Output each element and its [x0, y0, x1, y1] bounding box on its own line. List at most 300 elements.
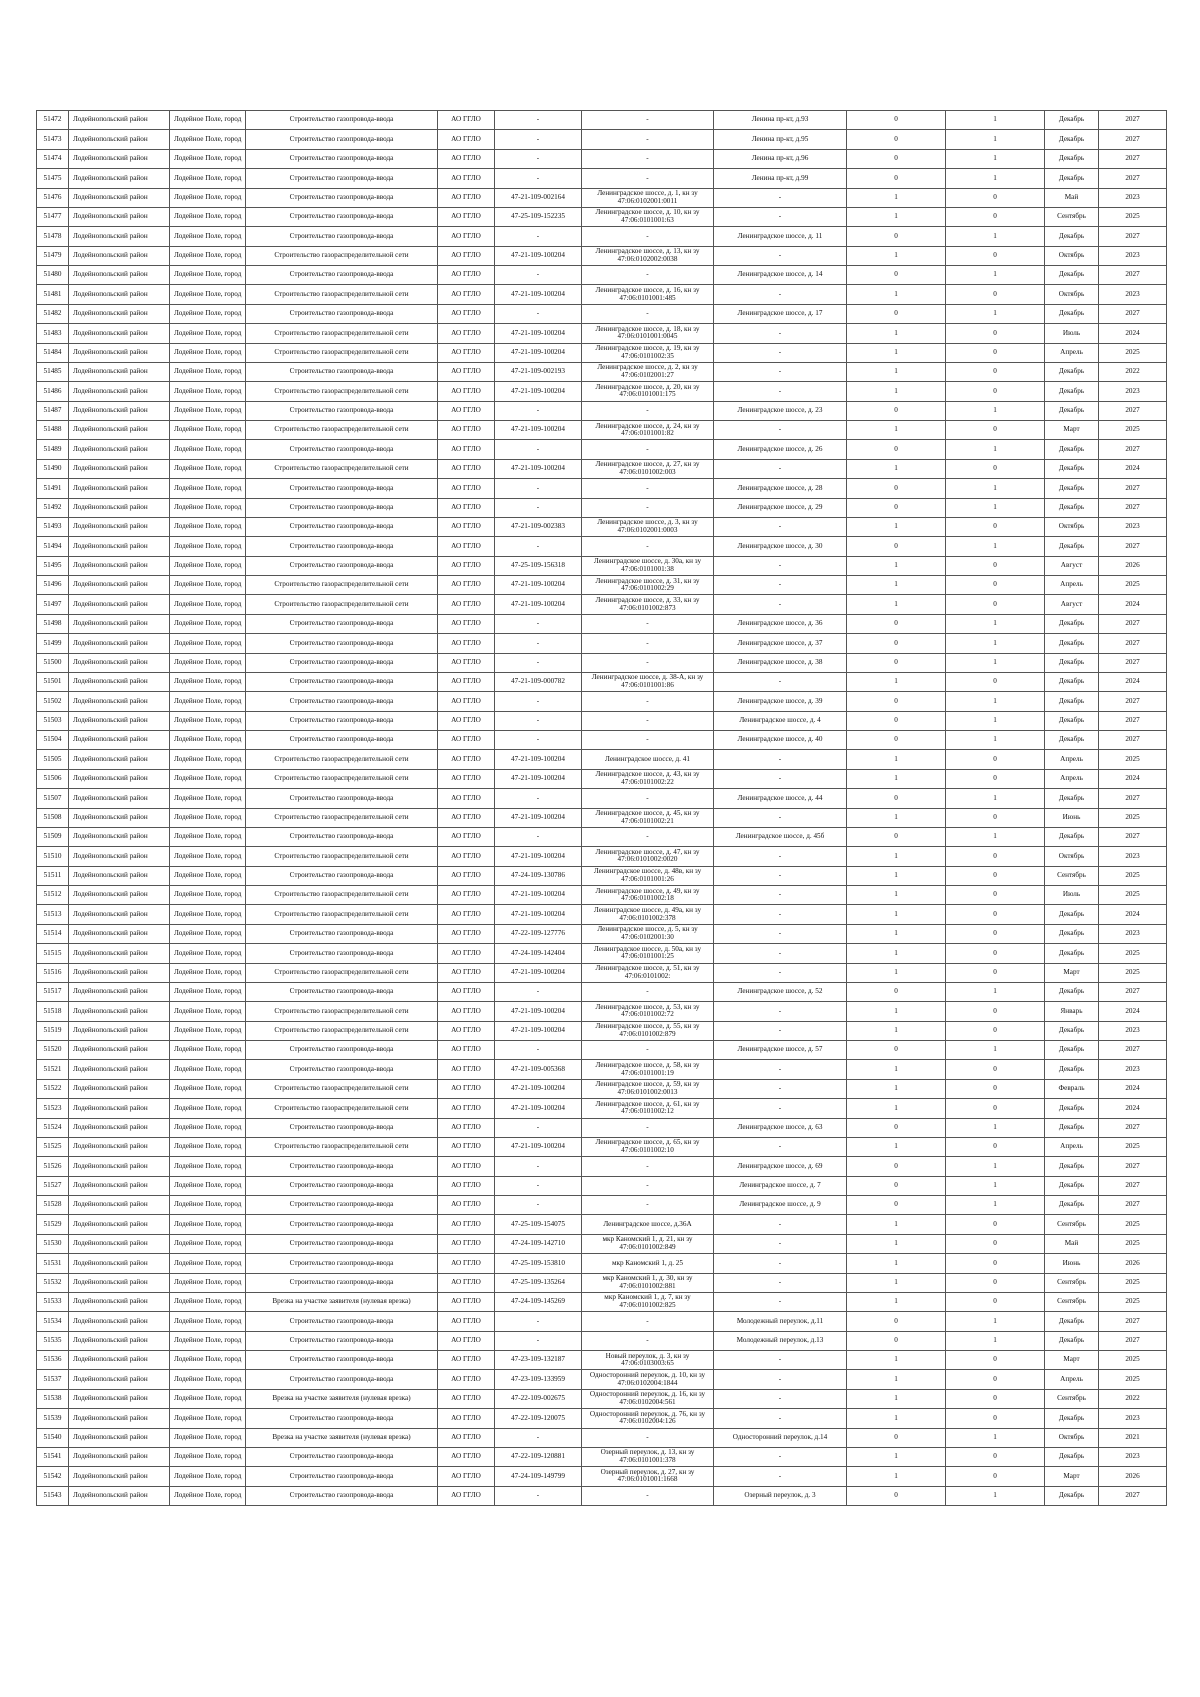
cell-year: 2027 — [1099, 731, 1167, 750]
cell-cadastral-address: - — [582, 789, 714, 808]
cell-flag-b: 0 — [946, 576, 1045, 595]
cell-id: 51516 — [37, 963, 69, 982]
cell-ref: 47-24-109-142710 — [495, 1234, 582, 1253]
cell-district: Лодейнопольский район — [69, 169, 170, 188]
cell-work-type: Строительство газопровода-ввода — [246, 1196, 438, 1215]
cell-cadastral-address: - — [582, 1486, 714, 1505]
cell-ref: 47-21-109-100204 — [495, 808, 582, 827]
cell-org: АО ГГЛО — [438, 750, 495, 769]
cell-settlement: Лодейное Поле, город — [170, 944, 246, 963]
cell-org: АО ГГЛО — [438, 614, 495, 633]
cell-settlement: Лодейное Поле, город — [170, 1002, 246, 1021]
cell-cadastral-address: - — [582, 1428, 714, 1447]
cell-org: АО ГГЛО — [438, 1273, 495, 1292]
cell-year: 2023 — [1099, 1060, 1167, 1079]
cell-id: 51480 — [37, 266, 69, 285]
cell-ref: - — [495, 982, 582, 1001]
cell-cadastral-address: - — [582, 1196, 714, 1215]
cell-district: Лодейнопольский район — [69, 1215, 170, 1234]
cell-street-address: Ленинградское шоссе, д. 38 — [714, 653, 847, 672]
cell-flag-a: 1 — [847, 944, 946, 963]
cell-id: 51531 — [37, 1254, 69, 1273]
cell-month: Сентябрь — [1045, 207, 1099, 226]
cell-cadastral-address: - — [582, 1176, 714, 1195]
cell-month: Сентябрь — [1045, 1292, 1099, 1311]
cell-id: 51533 — [37, 1292, 69, 1311]
table-row — [37, 576, 1167, 595]
cell-org: АО ГГЛО — [438, 479, 495, 498]
table-row — [37, 285, 1167, 304]
cell-year: 2023 — [1099, 246, 1167, 265]
cell-district: Лодейнопольский район — [69, 362, 170, 381]
cell-work-type: Строительство газопровода-ввода — [246, 1060, 438, 1079]
cell-settlement: Лодейное Поле, город — [170, 246, 246, 265]
cell-district: Лодейнопольский район — [69, 847, 170, 866]
cell-flag-a: 0 — [847, 479, 946, 498]
cell-flag-b: 1 — [946, 169, 1045, 188]
cell-year: 2027 — [1099, 634, 1167, 653]
cell-settlement: Лодейное Поле, город — [170, 149, 246, 168]
cell-flag-a: 1 — [847, 1292, 946, 1311]
cell-flag-a: 1 — [847, 1021, 946, 1040]
table-row — [37, 1292, 1167, 1311]
table-row — [37, 1099, 1167, 1118]
cell-org: АО ГГЛО — [438, 1447, 495, 1466]
cell-flag-b: 0 — [946, 421, 1045, 440]
cell-cadastral-address: - — [582, 1157, 714, 1176]
cell-flag-a: 0 — [847, 130, 946, 149]
cell-ref: 47-21-109-100204 — [495, 459, 582, 478]
cell-id: 51504 — [37, 731, 69, 750]
cell-work-type: Строительство газораспределительной сети — [246, 576, 438, 595]
cell-cadastral-address: Ленинградское шоссе, д. 5, кн зу 47:06:0102001:30 — [582, 924, 714, 943]
cell-month: Декабрь — [1045, 944, 1099, 963]
cell-ref: - — [495, 537, 582, 556]
cell-district: Лодейнопольский район — [69, 1002, 170, 1021]
cell-district: Лодейнопольский район — [69, 1254, 170, 1273]
table-row — [37, 1370, 1167, 1389]
cell-flag-a: 0 — [847, 731, 946, 750]
cell-work-type: Строительство газопровода-ввода — [246, 498, 438, 517]
cell-flag-b: 1 — [946, 982, 1045, 1001]
cell-district: Лодейнопольский район — [69, 111, 170, 130]
cell-work-type: Строительство газопровода-ввода — [246, 440, 438, 459]
cell-ref: - — [495, 789, 582, 808]
cell-ref: - — [495, 1176, 582, 1195]
cell-cadastral-address: мкр Каномский 1, д. 30, кн зу 47:06:0101002:881 — [582, 1273, 714, 1292]
cell-year: 2027 — [1099, 692, 1167, 711]
cell-street-address: Ленинградское шоссе, д. 57 — [714, 1041, 847, 1060]
cell-district: Лодейнопольский район — [69, 401, 170, 420]
cell-street-address: - — [714, 421, 847, 440]
cell-flag-b: 1 — [946, 537, 1045, 556]
cell-flag-b: 0 — [946, 1002, 1045, 1021]
cell-work-type: Строительство газопровода-ввода — [246, 924, 438, 943]
cell-ref: 47-21-109-100204 — [495, 595, 582, 614]
cell-district: Лодейнопольский район — [69, 1389, 170, 1408]
cell-street-address: Ленина пр-кт, д.95 — [714, 130, 847, 149]
cell-work-type: Строительство газопровода-ввода — [246, 1273, 438, 1292]
cell-street-address: - — [714, 1389, 847, 1408]
cell-org: АО ГГЛО — [438, 789, 495, 808]
cell-year: 2027 — [1099, 1312, 1167, 1331]
cell-work-type: Строительство газопровода-ввода — [246, 1409, 438, 1428]
cell-year: 2025 — [1099, 576, 1167, 595]
table-row — [37, 517, 1167, 536]
cell-street-address: Ленинградское шоссе, д. 11 — [714, 227, 847, 246]
cell-flag-b: 1 — [946, 711, 1045, 730]
cell-cadastral-address: - — [582, 731, 714, 750]
cell-district: Лодейнопольский район — [69, 1234, 170, 1253]
cell-ref: 47-25-109-153810 — [495, 1254, 582, 1273]
cell-year: 2027 — [1099, 304, 1167, 323]
cell-org: АО ГГЛО — [438, 421, 495, 440]
cell-year: 2026 — [1099, 1254, 1167, 1273]
cell-month: Апрель — [1045, 769, 1099, 788]
cell-flag-b: 1 — [946, 827, 1045, 846]
cell-work-type: Строительство газопровода-ввода — [246, 1234, 438, 1253]
cell-year: 2025 — [1099, 343, 1167, 362]
cell-cadastral-address: - — [582, 1331, 714, 1350]
cell-flag-a: 1 — [847, 672, 946, 691]
cell-org: АО ГГЛО — [438, 130, 495, 149]
cell-month: Декабрь — [1045, 440, 1099, 459]
cell-settlement: Лодейное Поле, город — [170, 1118, 246, 1137]
cell-work-type: Строительство газораспределительной сети — [246, 847, 438, 866]
cell-id: 51494 — [37, 537, 69, 556]
cell-work-type: Строительство газораспределительной сети — [246, 886, 438, 905]
cell-flag-a: 1 — [847, 1370, 946, 1389]
cell-org: АО ГГЛО — [438, 886, 495, 905]
cell-ref: - — [495, 1196, 582, 1215]
cell-id: 51540 — [37, 1428, 69, 1447]
cell-work-type: Строительство газораспределительной сети — [246, 1099, 438, 1118]
cell-settlement: Лодейное Поле, город — [170, 362, 246, 381]
cell-settlement: Лодейное Поле, город — [170, 672, 246, 691]
cell-street-address: - — [714, 750, 847, 769]
cell-flag-b: 0 — [946, 1060, 1045, 1079]
cell-month: Сентябрь — [1045, 1389, 1099, 1408]
cell-month: Сентябрь — [1045, 1215, 1099, 1234]
cell-cadastral-address: мкр Каномский 1, д. 7, кн зу 47:06:0101002:825 — [582, 1292, 714, 1311]
cell-district: Лодейнопольский район — [69, 866, 170, 885]
cell-district: Лодейнопольский район — [69, 692, 170, 711]
cell-flag-b: 0 — [946, 1079, 1045, 1098]
table-row — [37, 343, 1167, 362]
cell-org: АО ГГЛО — [438, 1060, 495, 1079]
cell-flag-b: 1 — [946, 479, 1045, 498]
cell-id: 51493 — [37, 517, 69, 536]
cell-year: 2025 — [1099, 1137, 1167, 1156]
cell-id: 51515 — [37, 944, 69, 963]
cell-flag-a: 0 — [847, 440, 946, 459]
cell-flag-a: 1 — [847, 1060, 946, 1079]
cell-month: Апрель — [1045, 750, 1099, 769]
cell-org: АО ГГЛО — [438, 808, 495, 827]
cell-settlement: Лодейное Поле, город — [170, 266, 246, 285]
cell-street-address: - — [714, 847, 847, 866]
cell-year: 2027 — [1099, 111, 1167, 130]
cell-flag-b: 0 — [946, 1467, 1045, 1486]
cell-work-type: Строительство газопровода-ввода — [246, 653, 438, 672]
table-row — [37, 1331, 1167, 1350]
cell-ref: - — [495, 1118, 582, 1137]
cell-settlement: Лодейное Поле, город — [170, 847, 246, 866]
cell-year: 2023 — [1099, 924, 1167, 943]
cell-flag-a: 1 — [847, 1137, 946, 1156]
cell-org: АО ГГЛО — [438, 246, 495, 265]
cell-settlement: Лодейное Поле, город — [170, 537, 246, 556]
cell-work-type: Строительство газопровода-ввода — [246, 1486, 438, 1505]
cell-flag-a: 1 — [847, 905, 946, 924]
cell-org: АО ГГЛО — [438, 1002, 495, 1021]
cell-cadastral-address: - — [582, 304, 714, 323]
cell-ref: 47-23-109-132187 — [495, 1351, 582, 1370]
cell-id: 51527 — [37, 1176, 69, 1195]
cell-ref: - — [495, 111, 582, 130]
cell-street-address: - — [714, 1447, 847, 1466]
cell-flag-b: 0 — [946, 944, 1045, 963]
cell-year: 2027 — [1099, 537, 1167, 556]
cell-settlement: Лодейное Поле, город — [170, 1041, 246, 1060]
cell-settlement: Лодейное Поле, город — [170, 1196, 246, 1215]
cell-district: Лодейнопольский район — [69, 1041, 170, 1060]
cell-district: Лодейнопольский район — [69, 188, 170, 207]
cell-work-type: Строительство газораспределительной сети — [246, 769, 438, 788]
cell-cadastral-address: Ленинградское шоссе, д. 49, кн зу 47:06:0101002:18 — [582, 886, 714, 905]
cell-settlement: Лодейное Поле, город — [170, 1060, 246, 1079]
cell-district: Лодейнопольский район — [69, 421, 170, 440]
cell-district: Лодейнопольский район — [69, 1157, 170, 1176]
cell-org: АО ГГЛО — [438, 1079, 495, 1098]
cell-district: Лодейнопольский район — [69, 556, 170, 575]
cell-year: 2025 — [1099, 866, 1167, 885]
cell-id: 51500 — [37, 653, 69, 672]
cell-work-type: Строительство газопровода-ввода — [246, 227, 438, 246]
cell-street-address: - — [714, 343, 847, 362]
cell-org: АО ГГЛО — [438, 111, 495, 130]
cell-flag-a: 0 — [847, 537, 946, 556]
cell-cadastral-address: Односторонний переулок, д. 10, кн зу 47:06:0102004:1844 — [582, 1370, 714, 1389]
cell-ref: 47-21-109-000782 — [495, 672, 582, 691]
cell-district: Лодейнопольский район — [69, 1060, 170, 1079]
cell-street-address: Ленинградское шоссе, д. 26 — [714, 440, 847, 459]
cell-id: 51489 — [37, 440, 69, 459]
cell-month: Декабрь — [1045, 479, 1099, 498]
cell-work-type: Строительство газораспределительной сети — [246, 459, 438, 478]
cell-cadastral-address: Ленинградское шоссе, д. 24, кн зу 47:06:0101001:82 — [582, 421, 714, 440]
cell-work-type: Строительство газопровода-ввода — [246, 634, 438, 653]
cell-street-address: Ленинградское шоссе, д. 63 — [714, 1118, 847, 1137]
cell-ref: 47-21-109-100204 — [495, 1002, 582, 1021]
table-row — [37, 614, 1167, 633]
cell-flag-b: 1 — [946, 1486, 1045, 1505]
cell-flag-a: 1 — [847, 963, 946, 982]
cell-year: 2022 — [1099, 1389, 1167, 1408]
cell-flag-b: 1 — [946, 1176, 1045, 1195]
cell-cadastral-address: Ленинградское шоссе, д. 1, кн зу 47:06:0102001:0011 — [582, 188, 714, 207]
cell-flag-a: 1 — [847, 246, 946, 265]
cell-ref: 47-21-109-100204 — [495, 324, 582, 343]
cell-cadastral-address: Ленинградское шоссе, д. 58, кн зу 47:06:0101001:19 — [582, 1060, 714, 1079]
cell-month: Апрель — [1045, 576, 1099, 595]
cell-work-type: Строительство газопровода-ввода — [246, 1041, 438, 1060]
cell-street-address: Ленинградское шоссе, д. 14 — [714, 266, 847, 285]
cell-year: 2027 — [1099, 401, 1167, 420]
cell-flag-a: 1 — [847, 1099, 946, 1118]
cell-flag-a: 0 — [847, 711, 946, 730]
cell-id: 51511 — [37, 866, 69, 885]
cell-street-address: Ленинградское шоссе, д. 28 — [714, 479, 847, 498]
cell-year: 2027 — [1099, 149, 1167, 168]
cell-district: Лодейнопольский район — [69, 614, 170, 633]
cell-id: 51530 — [37, 1234, 69, 1253]
cell-work-type: Строительство газораспределительной сети — [246, 246, 438, 265]
cell-street-address: - — [714, 1234, 847, 1253]
cell-cadastral-address: - — [582, 401, 714, 420]
cell-flag-a: 1 — [847, 1079, 946, 1098]
cell-cadastral-address: Ленинградское шоссе, д. 53, кн зу 47:06:0101002:72 — [582, 1002, 714, 1021]
cell-flag-b: 0 — [946, 1021, 1045, 1040]
table-row — [37, 1428, 1167, 1447]
cell-month: Декабрь — [1045, 924, 1099, 943]
cell-ref: - — [495, 1157, 582, 1176]
cell-id: 51519 — [37, 1021, 69, 1040]
cell-month: Декабрь — [1045, 459, 1099, 478]
cell-cadastral-address: Ленинградское шоссе, д. 38-А, кн зу 47:06:0101001:86 — [582, 672, 714, 691]
cell-work-type: Строительство газопровода-ввода — [246, 556, 438, 575]
cell-month: Декабрь — [1045, 401, 1099, 420]
cell-settlement: Лодейное Поле, город — [170, 595, 246, 614]
cell-flag-a: 1 — [847, 1351, 946, 1370]
cell-ref: 47-21-109-100204 — [495, 1079, 582, 1098]
cell-id: 51535 — [37, 1331, 69, 1350]
cell-work-type: Строительство газопровода-ввода — [246, 827, 438, 846]
cell-work-type: Строительство газораспределительной сети — [246, 1137, 438, 1156]
cell-district: Лодейнопольский район — [69, 1273, 170, 1292]
cell-cadastral-address: Озерный переулок, д. 27, кн зу 47:06:0101001:1668 — [582, 1467, 714, 1486]
cell-ref: - — [495, 266, 582, 285]
cell-id: 51477 — [37, 207, 69, 226]
cell-flag-a: 1 — [847, 324, 946, 343]
cell-id: 51497 — [37, 595, 69, 614]
cell-id: 51538 — [37, 1389, 69, 1408]
cell-ref: 47-21-109-100204 — [495, 1099, 582, 1118]
cell-ref: - — [495, 304, 582, 323]
cell-year: 2027 — [1099, 440, 1167, 459]
cell-settlement: Лодейное Поле, город — [170, 382, 246, 401]
cell-org: АО ГГЛО — [438, 963, 495, 982]
table-row — [37, 653, 1167, 672]
cell-work-type: Строительство газораспределительной сети — [246, 324, 438, 343]
cell-flag-b: 0 — [946, 382, 1045, 401]
cell-month: Декабрь — [1045, 1312, 1099, 1331]
cell-settlement: Лодейное Поле, город — [170, 324, 246, 343]
cell-district: Лодейнопольский район — [69, 1137, 170, 1156]
cell-id: 51522 — [37, 1079, 69, 1098]
cell-work-type: Строительство газопровода-ввода — [246, 1118, 438, 1137]
cell-org: АО ГГЛО — [438, 362, 495, 381]
cell-cadastral-address: Ленинградское шоссе, д. 20, кн зу 47:06:0101001:175 — [582, 382, 714, 401]
cell-org: АО ГГЛО — [438, 440, 495, 459]
cell-work-type: Строительство газораспределительной сети — [246, 421, 438, 440]
cell-flag-b: 0 — [946, 886, 1045, 905]
cell-cadastral-address: - — [582, 111, 714, 130]
cell-work-type: Врезка на участке заявителя (нулевая врезка) — [246, 1292, 438, 1311]
cell-month: Декабрь — [1045, 1041, 1099, 1060]
table-row — [37, 459, 1167, 478]
cell-month: Декабрь — [1045, 537, 1099, 556]
cell-street-address: - — [714, 1002, 847, 1021]
cell-cadastral-address: мкр Каномский 1, д. 21, кн зу 47:06:0101002:849 — [582, 1234, 714, 1253]
cell-district: Лодейнопольский район — [69, 963, 170, 982]
cell-flag-a: 0 — [847, 401, 946, 420]
cell-work-type: Строительство газопровода-ввода — [246, 866, 438, 885]
cell-month: Декабрь — [1045, 827, 1099, 846]
table-row — [37, 1118, 1167, 1137]
cell-flag-a: 1 — [847, 595, 946, 614]
table-row — [37, 692, 1167, 711]
cell-flag-b: 1 — [946, 634, 1045, 653]
cell-ref: 47-21-109-100204 — [495, 1137, 582, 1156]
cell-flag-a: 0 — [847, 498, 946, 517]
cell-org: АО ГГЛО — [438, 827, 495, 846]
cell-flag-b: 0 — [946, 1409, 1045, 1428]
cell-district: Лодейнопольский район — [69, 808, 170, 827]
cell-district: Лодейнопольский район — [69, 1079, 170, 1098]
table-row — [37, 498, 1167, 517]
table-row — [37, 149, 1167, 168]
cell-month: Декабрь — [1045, 692, 1099, 711]
cell-flag-b: 1 — [946, 692, 1045, 711]
document-page — [36, 110, 1166, 1506]
cell-cadastral-address: Ленинградское шоссе, д. 27, кн зу 47:06:0101002:003 — [582, 459, 714, 478]
cell-district: Лодейнопольский район — [69, 285, 170, 304]
cell-year: 2023 — [1099, 188, 1167, 207]
cell-street-address: Молодежный переулок, д.13 — [714, 1331, 847, 1350]
cell-work-type: Строительство газопровода-ввода — [246, 731, 438, 750]
cell-flag-b: 1 — [946, 614, 1045, 633]
cell-flag-a: 1 — [847, 1273, 946, 1292]
cell-org: АО ГГЛО — [438, 517, 495, 536]
cell-month: Апрель — [1045, 343, 1099, 362]
cell-year: 2027 — [1099, 711, 1167, 730]
cell-work-type: Строительство газораспределительной сети — [246, 595, 438, 614]
table-row — [37, 1486, 1167, 1505]
cell-street-address: - — [714, 1467, 847, 1486]
table-row — [37, 672, 1167, 691]
table-row — [37, 982, 1167, 1001]
cell-ref: 47-21-109-100204 — [495, 246, 582, 265]
cell-year: 2025 — [1099, 421, 1167, 440]
cell-work-type: Строительство газораспределительной сети — [246, 343, 438, 362]
cell-month: Июль — [1045, 886, 1099, 905]
cell-flag-b: 1 — [946, 111, 1045, 130]
cell-work-type: Строительство газопровода-ввода — [246, 517, 438, 536]
cell-cadastral-address: Ленинградское шоссе, д. 61, кн зу 47:06:0101002:12 — [582, 1099, 714, 1118]
cell-flag-b: 0 — [946, 517, 1045, 536]
cell-work-type: Строительство газопровода-ввода — [246, 1254, 438, 1273]
cell-year: 2027 — [1099, 1118, 1167, 1137]
cell-street-address: Ленинградское шоссе, д. 36 — [714, 614, 847, 633]
table-row — [37, 130, 1167, 149]
cell-id: 51521 — [37, 1060, 69, 1079]
cell-district: Лодейнопольский район — [69, 886, 170, 905]
cell-flag-b: 0 — [946, 459, 1045, 478]
cell-id: 51526 — [37, 1157, 69, 1176]
cell-district: Лодейнопольский район — [69, 634, 170, 653]
cell-street-address: - — [714, 1215, 847, 1234]
